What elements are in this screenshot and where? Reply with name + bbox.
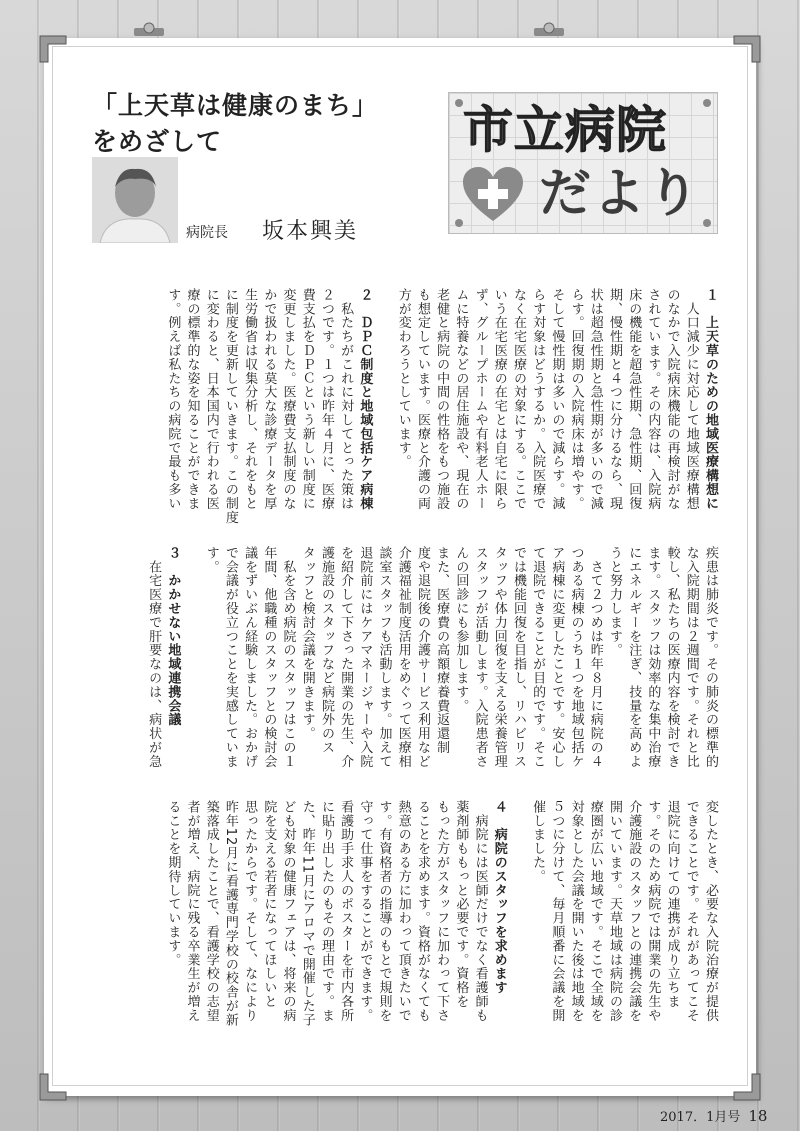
article-line: 変したとき、必要な入院治療が提供: [703, 800, 718, 1023]
article-line: 期、慢性期と４つに分けるなら、現: [606, 288, 622, 511]
article-line: そして慢性期は多いので減らす。減: [549, 288, 565, 511]
article-line: 較し、私たちの医療内容を検討でき: [664, 546, 680, 769]
article-line: 病院には医師だけでなく看護師も: [472, 800, 488, 1023]
article-line: ず、グループホームや有料老人ホー: [472, 288, 488, 511]
article-line: らす。回復期の入院病床は増やす。: [568, 288, 584, 511]
page-number: 18: [748, 1107, 768, 1125]
title-line-2: をめざして: [92, 127, 223, 156]
article-line: 変更しました。医療費支払制度のな: [280, 288, 296, 511]
article-line: 在宅医療で肝要なのは、病状が急: [146, 546, 162, 769]
article-line: 度や退院後の介護サービス利用など: [414, 546, 430, 769]
issue-label: 2017．1月号: [660, 1110, 741, 1125]
article-line: また、医療費の高額療養費返還制: [434, 546, 450, 755]
article-line: 者が増え、病院に残る卒業生が増え: [184, 800, 200, 1023]
corner-bracket-icon: [732, 1072, 762, 1102]
corner-bracket-icon: [732, 34, 762, 64]
title-line-1: 「上天草は健康のまち」: [92, 91, 379, 120]
article-line: 催しました。: [530, 800, 546, 884]
article-line: 薬剤師ももっと必要です。資格を: [453, 800, 469, 1009]
article-line: す。そのため病院では開業の先生や: [645, 800, 661, 1023]
article-line: 私たちがこれに対してとった策は: [338, 288, 354, 511]
article-line: ます。スタッフは効率的な集中治療: [645, 546, 661, 769]
article-line: のなかで入院病床機能の再検討がな: [664, 288, 680, 511]
article-line: タッフと検討会議を開きます。: [299, 546, 315, 741]
article-line: に制度を更新していきます。この制度: [222, 288, 238, 525]
article-line: ２つです。１つは昨年４月に、医療: [318, 288, 334, 511]
article-line: を紹介して下さった開業の先生、介: [338, 546, 354, 769]
article-line: にエネルギーを注ぎ、技量を高めよ: [626, 546, 642, 769]
logo-title-line-2: だより: [539, 164, 702, 224]
article-line: 療圏が広い地域です。そこで全域を: [587, 800, 603, 1023]
article-line: [182, 546, 201, 778]
article-line: ども対象の健康フェアは、将来の病: [280, 800, 296, 1023]
heart-cross-icon: [461, 165, 525, 223]
article-line: 院を支える若者になってほしいと: [261, 800, 277, 1009]
article-line: [374, 288, 393, 520]
article-line: 状は超急性期と急性期が多いので減: [587, 288, 603, 511]
article-line: ５つに分けて、毎月順番に会議を開: [549, 800, 565, 1023]
article-line: 護施設のスタッフなど病院外のス: [318, 546, 334, 755]
article-line: ムに特養などの居住施設や、現在の: [453, 288, 469, 511]
article-line: ４ 病院のスタッフを求めます: [491, 800, 507, 995]
article-line: 療の標準的な姿を知ることができま: [184, 288, 200, 511]
article-line: 退院前にはケアマネージャーや入院: [357, 546, 373, 769]
article-line: タッフや体力回復を支える栄養管理: [491, 546, 507, 769]
article-line: もった方がスタッフに加わって下さ: [434, 800, 450, 1023]
article-body-lower: [92, 800, 720, 1027]
author-role: 病院長: [186, 225, 228, 241]
article-line: な入院期間は２週間です。それと比: [683, 546, 699, 769]
article-line: スタッフが活動します。入院患者さ: [472, 546, 488, 769]
article-line: なく在宅医療の対象にする。ここで: [510, 288, 526, 511]
article-body-middle: [92, 546, 720, 778]
article-line: 私を含め病院のスタッフはこの１: [280, 546, 296, 769]
article-line: 築落成したことで、看護学校の志望: [203, 800, 219, 1023]
article-line: かで扱われる莫大な診療データを厚: [261, 288, 277, 511]
article-line: [509, 800, 528, 1000]
article-line: 談室スタッフも活動します。加えて: [376, 546, 392, 769]
article-line: できることです。それがあってこそ: [683, 800, 699, 1023]
article-line: 方が変わろうとしています。: [395, 288, 411, 469]
article-line: 昨年12月に看護専門学校の校舎が新: [222, 800, 238, 1027]
article-line: ３ かかせない地域連携会議: [165, 546, 181, 727]
article-line: 人口減少に対応して地域医療構想: [683, 288, 699, 511]
article-line: 介護福祉制度活用をめぐって医療相: [395, 546, 411, 769]
article-line: て退院できることが目的です。そこ: [530, 546, 546, 769]
article-line: されています。その内容は、入院病: [645, 288, 661, 511]
article-line: 年間、他職種のスタッフとの検討会: [261, 546, 277, 769]
article-line: す。有資格者の指導のもとで規則を: [376, 800, 392, 1023]
article-line: 生労働省は収集分析し、それをもと: [242, 288, 258, 511]
hospital-news-logo: [448, 92, 718, 234]
article-line: 思ったからです。そして、なにより: [242, 800, 258, 1023]
article-line: 熱意のある方に加わって頂きたいで: [395, 800, 411, 1023]
article-line: に変わると、日本国内で行われる医: [203, 288, 219, 511]
article-title: [92, 88, 432, 160]
article-line: た、昨年11月にアロマで開催した子: [299, 800, 315, 1027]
article-line: つある病棟のうち１つを地域包括ケ: [568, 546, 584, 769]
article-line: 対象とした会議を開いた後は地域を: [568, 800, 584, 1023]
article-line: では機能回復を目指し、リハビリス: [510, 546, 526, 769]
article-line: ア病棟に変更したことです。安心し: [549, 546, 565, 769]
article-line: に貼り出したのもその理由です。ま: [318, 800, 334, 1023]
article-body-upper: [92, 288, 720, 525]
logo-title-line-1: 市立病院: [463, 101, 667, 159]
article-line: 看護助手求人のポスターを市内各所: [338, 800, 354, 1023]
article-line: さて２つめは昨年８月に病院の４: [587, 546, 603, 769]
corner-bracket-icon: [38, 1072, 68, 1102]
article-line: うと努力します。: [606, 546, 622, 658]
article-line: 費支払をＤＰＣという新しい制度に: [299, 288, 315, 511]
article-line: いう在宅医療の在宅とは自宅に限ら: [491, 288, 507, 511]
article-line: 老健と病院の中間の性格をもつ施設: [434, 288, 450, 511]
rivet-icon: [703, 219, 711, 227]
article-line: 疾患は肺炎です。その肺炎の標準的: [703, 546, 718, 769]
article-line: ることを求めます。資格がなくても: [414, 800, 430, 1023]
article-line: す。: [203, 546, 219, 574]
article-line: 守って仕事をすることができます。: [357, 800, 373, 1023]
article-line: んの回診にも参加します。: [453, 546, 469, 713]
article-line: 議をずいぶん経験しました。おかげ: [242, 546, 258, 769]
article-line: 介護施設のスタッフとの連携会議を: [626, 800, 642, 1023]
article-line: ることを期待しています。: [165, 800, 181, 967]
article-line: す。例えば私たちの病院で最も多い: [165, 288, 181, 511]
article-line: ２ ＤＰＣ制度と地域包括ケア病棟: [357, 288, 373, 511]
rivet-icon: [455, 99, 463, 107]
article-line: 退院に向けての連携が成り立ちま: [664, 800, 680, 1009]
article-line: 開いています。天草地域は病院の診: [606, 800, 622, 1023]
corner-bracket-icon: [38, 34, 68, 64]
page-footer: [660, 1106, 767, 1125]
article-line: らす対象はどうするか。入院医療で: [530, 288, 546, 511]
author-name: 坂本興美: [262, 219, 359, 244]
article-line: １ 上天草のための地域医療構想に: [703, 288, 718, 511]
rivet-icon: [703, 99, 711, 107]
author-photo: [92, 157, 178, 243]
article-line: 床の機能を超急性期、急性期、回復: [626, 288, 642, 511]
article-line: で会議が役立つことを実感していま: [222, 546, 238, 769]
article-line: も想定しています。医療と介護の両: [414, 288, 430, 511]
